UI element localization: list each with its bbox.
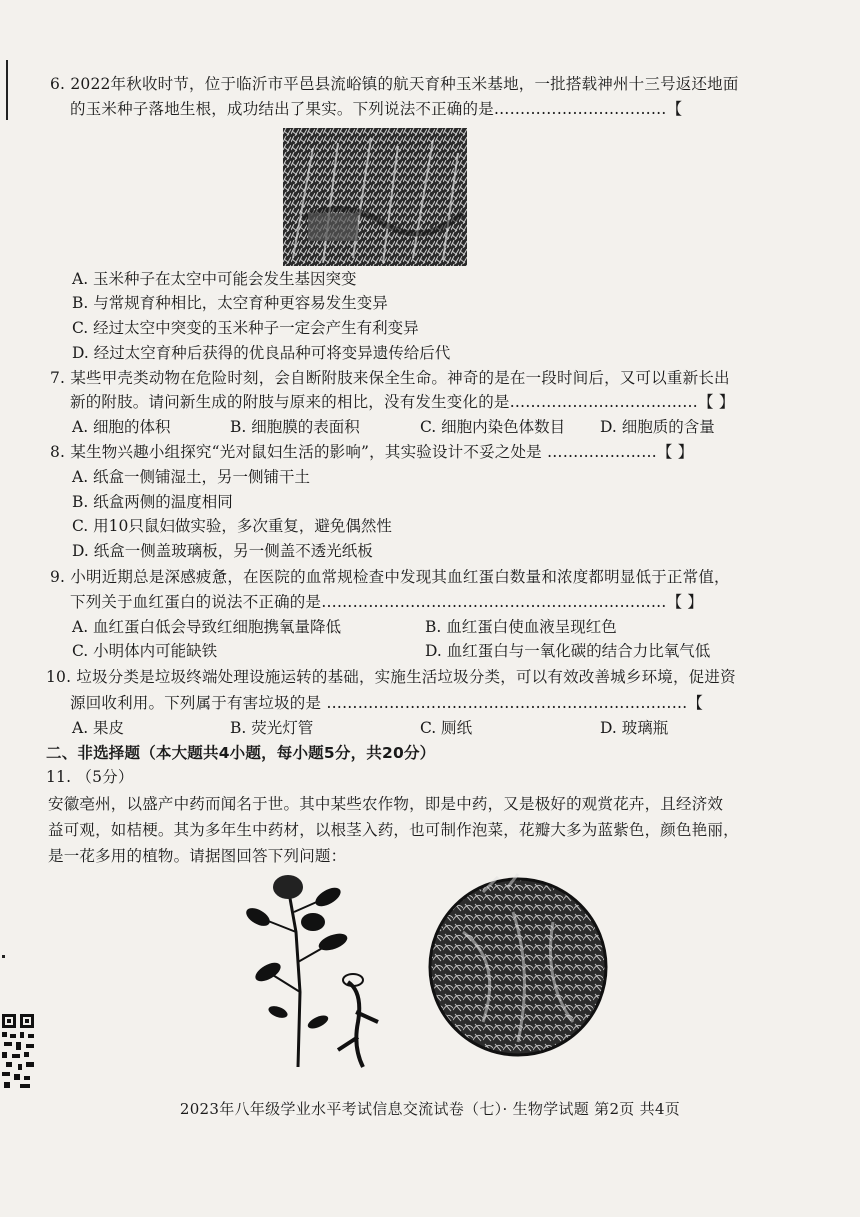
q9-option-b: B. 血红蛋白使血液呈现红色 [425, 618, 617, 636]
q8-option-d: D. 纸盒一侧盖玻璃板，另一侧盖不透光纸板 [72, 542, 373, 560]
corn-field-photo [283, 128, 467, 266]
q10-option-d: D. 玻璃瓶 [600, 719, 669, 737]
q8-option-b: B. 纸盒两侧的温度相同 [72, 493, 233, 511]
q10-option-a: A. 果皮 [72, 719, 125, 737]
page-footer: 2023年八年级学业水平考试信息交流试卷（七）· 生物学试题 第2页 共4页 [179, 1100, 681, 1118]
q10-line2: 源回收利用。下列属于有害垃圾的是 ……………………………………………………………【 [70, 694, 704, 712]
q6-option-c: C. 经过太空中突变的玉米种子一定会产生有利变异 [72, 319, 419, 337]
q7-line1: 7. 某些甲壳类动物在危险时刻，会自断附肢来保全生命。神奇的是在一段时间后，又可以重新长出 [50, 369, 730, 387]
q7-option-b: B. 细胞膜的表面积 [230, 418, 360, 436]
q9-option-d: D. 血红蛋白与一氧化碳的结合力比氧气低 [425, 642, 711, 660]
q6-line1: 6. 2022年秋收时节，位于临沂市平邑县流峪镇的航天育种玉米基地，一批搭载神州十三号返还地面 [50, 75, 739, 93]
q8-option-a: A. 纸盒一侧铺湿土，另一侧铺干土 [72, 468, 311, 486]
q7-option-c: C. 细胞内染色体数目 [420, 418, 566, 436]
dried-root-plate-photo [423, 872, 613, 1057]
q10-option-b: B. 荧光灯管 [230, 719, 314, 737]
q6-option-d: D. 经过太空育种后获得的优良品种可将变异遗传给后代 [72, 344, 451, 362]
q7-line2: 新的附肢。请问新生成的附肢与原来的相比，没有发生变化的是………………………………【 】 [70, 393, 735, 411]
q11-paragraph-line3: 是一花多用的植物。请据图回答下列问题： [48, 847, 347, 865]
q10-line1: 10. 垃圾分类是垃圾终端处理设施运转的基础，实施生活垃圾分类，可以有效改善城乡环境，促进资 [46, 668, 736, 686]
q6-option-a: A. 玉米种子在太空中可能会发生基因突变 [72, 270, 357, 288]
q6-line2: 的玉米种子落地生根，成功结出了果实。下列说法不正确的是……………………………【 [70, 100, 683, 118]
q11-paragraph-line1: 安徽亳州，以盛产中药而闻名于世。其中某些农作物，即是中药，又是极好的观赏花卉，且经济效 [48, 795, 724, 813]
q8-option-c: C. 用10只鼠妇做实验，多次重复，避免偶然性 [72, 517, 392, 535]
q9-line1: 9. 小明近期总是深感疲惫，在医院的血常规检查中发现其血红蛋白数量和浓度都明显低于正常值， [50, 568, 730, 586]
q9-option-a: A. 血红蛋白低会导致红细胞携氧量降低 [72, 618, 342, 636]
q9-line2: 下列关于血红蛋白的说法不正确的是…………………………………………………………【 】 [70, 593, 704, 611]
q11-heading: 11. （5分） [46, 768, 134, 786]
left-margin-line [6, 60, 8, 120]
q7-option-a: A. 细胞的体积 [72, 418, 171, 436]
q10-option-c: C. 厕纸 [420, 719, 473, 737]
q6-option-b: B. 与常规育种相比，太空育种更容易发生变异 [72, 294, 388, 312]
left-margin-dot [2, 955, 5, 958]
platycodon-plant-drawing [238, 872, 408, 1072]
q9-option-c: C. 小明体内可能缺铁 [72, 642, 218, 660]
section-two-heading: 二、非选择题（本大题共4小题，每小题5分，共20分） [46, 744, 436, 762]
q7-option-d: D. 细胞质的含量 [600, 418, 715, 436]
q8-line1: 8. 某生物兴趣小组探究“光对鼠妇生活的影响”，其实验设计不妥之处是 …………………【 】 [50, 443, 694, 461]
qr-code [0, 1012, 36, 1092]
q11-paragraph-line2: 益可观，如桔梗。其为多年生中药材，以根茎入药，也可制作泡菜，花瓣大多为蓝紫色，颜色艳丽， [48, 821, 739, 839]
